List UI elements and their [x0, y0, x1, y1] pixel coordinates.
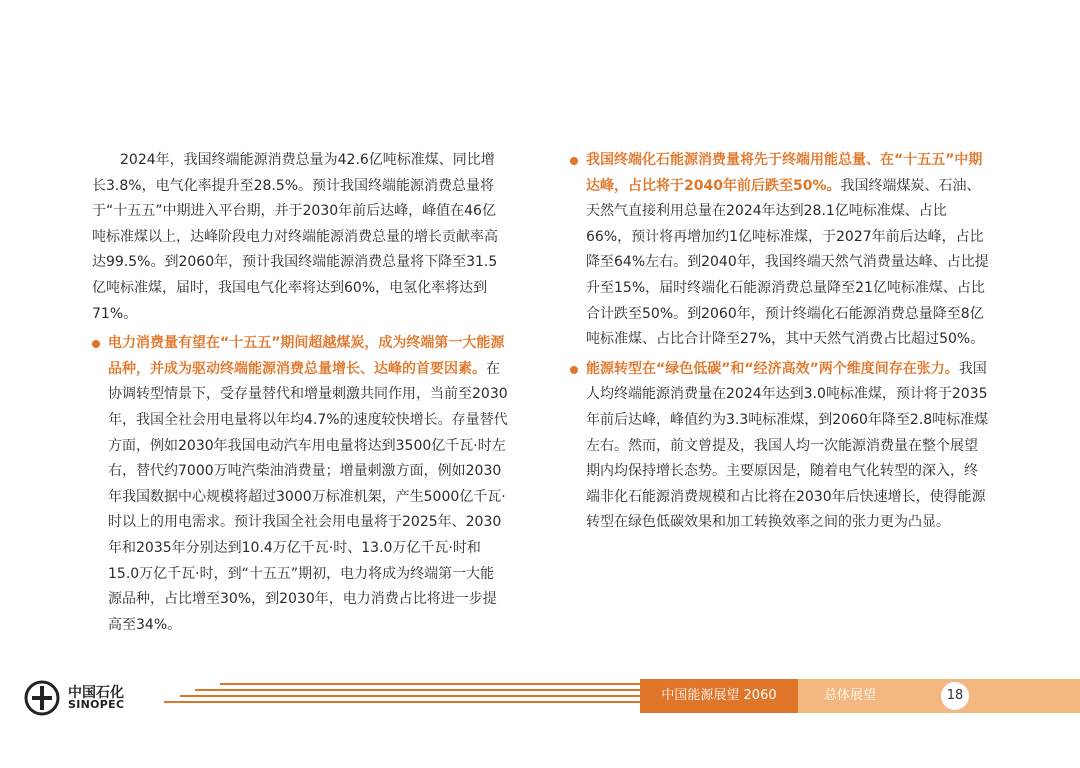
page-number: 18 [941, 682, 969, 710]
bullet-dot-icon [570, 157, 578, 165]
bullet-heading: 电力消费量有望在“十五五”期间超越煤炭，成为终端第一大能源品种，并成为驱动终端能源消费总量增长、达峰的首要因素。 [108, 335, 505, 377]
bullet-dot-icon [92, 340, 100, 348]
bullet-paragraph-transition [570, 357, 990, 536]
bullet-heading: 能源转型在“绿色低碳”和“经济高效”两个维度间存在张力。 [586, 360, 959, 377]
logo-chinese-text: 中国石化 [68, 685, 124, 701]
decorative-stripes [164, 683, 640, 707]
sinopec-logo-icon [24, 680, 60, 716]
page-footer [0, 668, 1080, 718]
intro-paragraph: 2024年，我国终端能源消费总量为42.6亿吨标准煤、同比增长3.8%，电气化率提升至28.5%。预计我国终端能源消费总量将于“十五五”中期进入平台期，并于2030年前后达峰，峰值在46亿吨标准煤以上，达峰阶段电力对终端能源消费总量的增长贡献率高达99.5%。到2060年，预计我国终端能源消费总量将下降至31.5亿吨标准煤，届时，我国电气化率将达到60%，电氢化率将达到71%。 [92, 152, 498, 322]
bullet-paragraph-fossil [570, 148, 990, 353]
right-column [570, 148, 990, 536]
bullet-paragraph-electricity [92, 331, 508, 638]
bullet-body: 在协调转型情景下，受存量替代和增量刺激共同作用，当前至2030年，我国全社会用电量将以年均4.7%的速度较快增长。存量替代方面，例如2030年我国电动汽车用电量将达到3500亿千瓦·时左右，替代约7000万吨汽柴油消费量；增量刺激方面，例如2030年我国数据中心规模将超过3000万标准机架，产生5000亿千瓦·时以上的用电需求。预计我国全社会用电量将于2025年、2030年和2035年分别达到10.4万亿千瓦·时、13.0万亿千瓦·时和15.0万亿千瓦·时，到“十五五”期初，电力将成为终端第一大能源品种，占比增至30%，到2030年，电力消费占比将进一步提高至34%。 [108, 360, 508, 633]
publication-title: 中国能源展望 2060 [640, 679, 798, 713]
bullet-body: 我国人均终端能源消费量在2024年达到3.0吨标准煤，预计将于2035年前后达峰，峰值约为3.3吨标准煤，到2060年降至2.8吨标准煤左右。然而，前文曾提及，我国人均一次能源消费量在整个展望期内均保持增长态势。主要原因是，随着电气化转型的深入，终端非化石能源消费规模和占比将在2030年后快速增长，使得能源转型在绿色低碳效果和加工转换效率之间的张力更为凸显。 [586, 360, 989, 531]
bullet-body: 我国终端煤炭、石油、天然气直接利用总量在2024年达到28.1亿吨标准煤、占比66%，预计将再增加约1亿吨标准煤，于2027年前后达峰，占比降至64%左右。到2040年，我国终端天然气消费量达峰、占比提升至15%，届时终端化石能源消费总量降至21亿吨标准煤、占比合计跌至50%。到2060年，预计终端化石能源消费总量降至8亿吨标准煤、占比合计降至27%，其中天然气消费占比超过50%。 [586, 177, 989, 348]
left-column [92, 148, 508, 638]
section-band [798, 679, 1080, 713]
logo-english-text: SINOPEC [68, 698, 125, 711]
bullet-dot-icon [570, 366, 578, 374]
section-title: 总体展望 [824, 688, 877, 703]
bullet-heading: 我国终端化石能源消费量将先于终端用能总量、在“十五五”中期达峰，占比将于2040年前后跌至50%。 [586, 152, 983, 194]
